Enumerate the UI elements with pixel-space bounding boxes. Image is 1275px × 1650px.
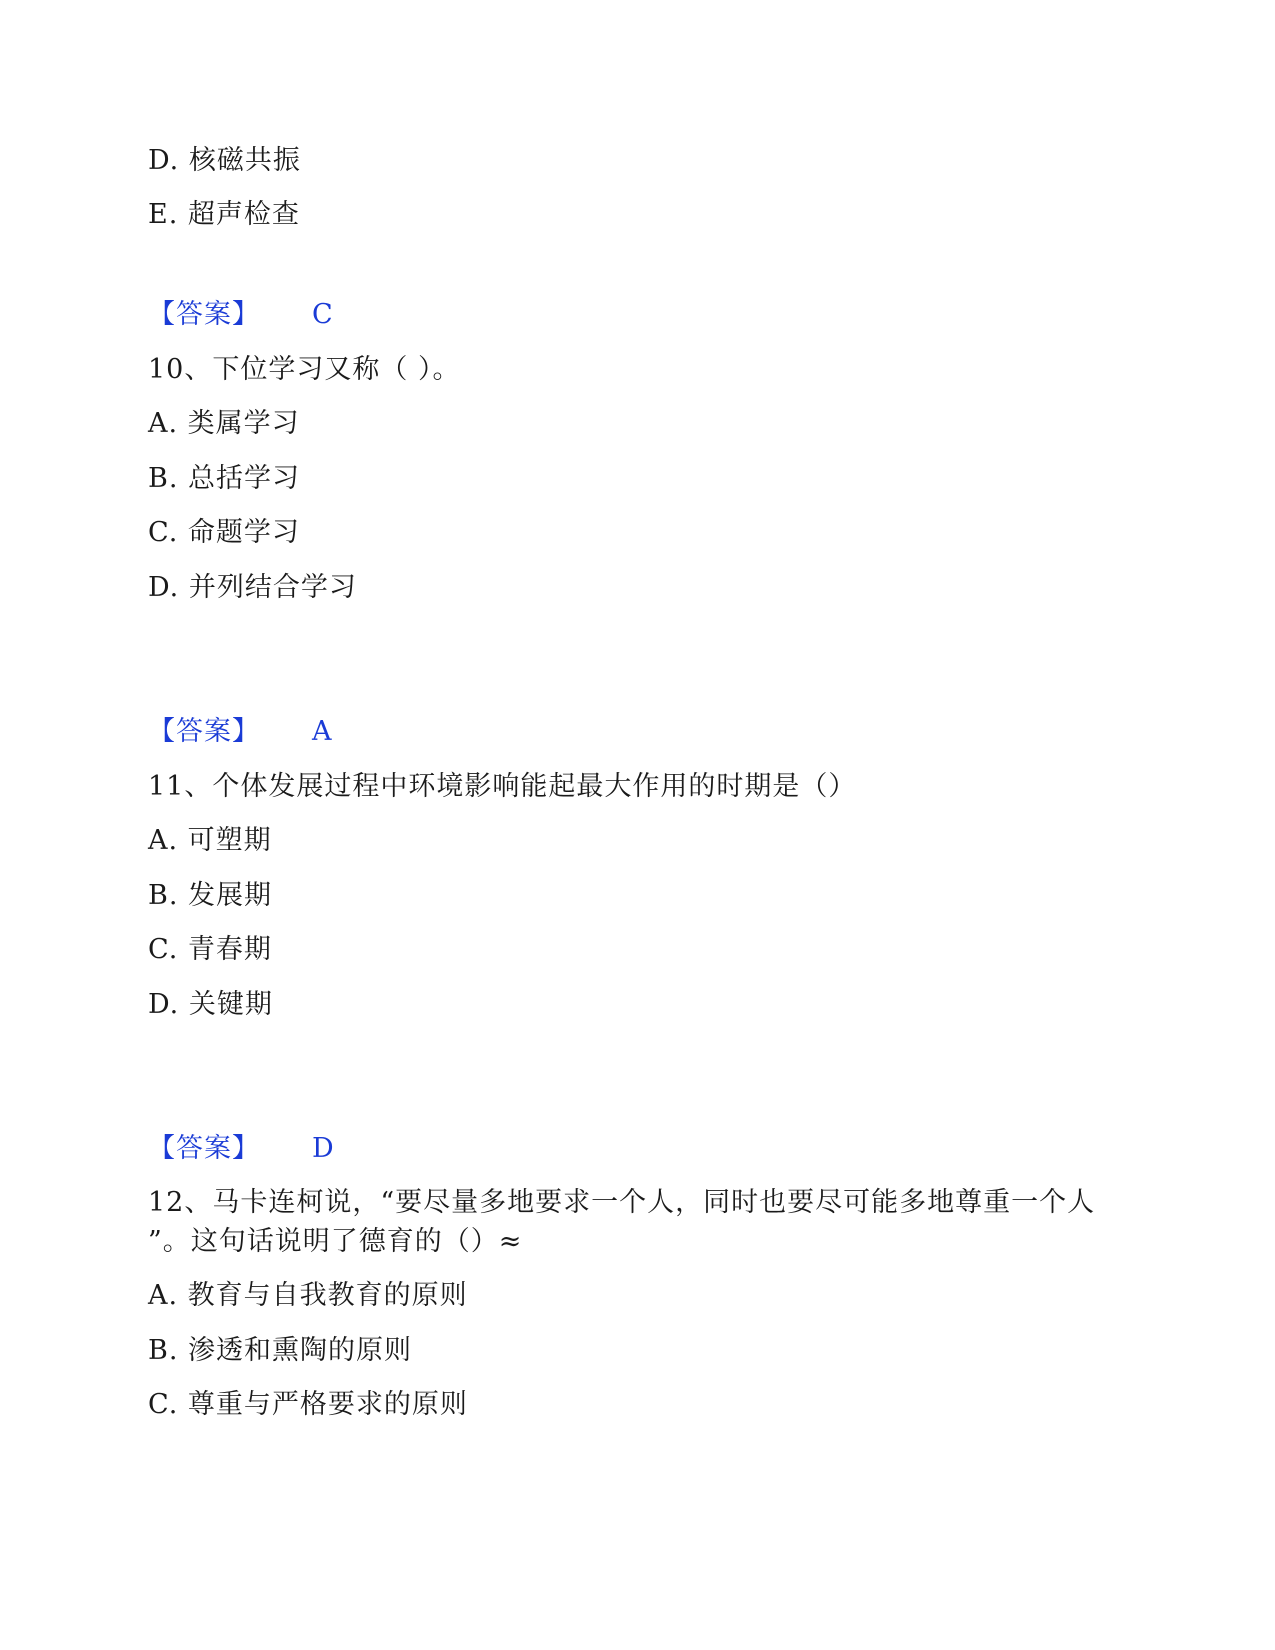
q11-option-a: A. 可塑期 xyxy=(148,825,272,856)
q10-answer xyxy=(148,712,333,752)
q11-answer xyxy=(148,1129,335,1169)
q11-option-b: B. 发展期 xyxy=(148,880,273,911)
q9-answer xyxy=(148,295,334,335)
q10-option-c: C. 命题学习 xyxy=(148,517,300,548)
q9-option-e: E. 超声检查 xyxy=(148,199,300,230)
q12-option-b: B. 渗透和熏陶的原则 xyxy=(148,1335,413,1366)
answer-label: 【答案】 xyxy=(148,716,260,747)
answer-value: D xyxy=(312,1133,335,1164)
q10-option-d: D. 并列结合学习 xyxy=(148,572,357,603)
q10-option-b: B. 总括学习 xyxy=(148,463,301,494)
q10-stem: 10、下位学习又称（ ）。 xyxy=(148,354,461,385)
answer-label: 【答案】 xyxy=(148,1133,260,1164)
answer-label: 【答案】 xyxy=(148,299,260,330)
q12-stem-line1: 12、马卡连柯说，“要尽量多地要求一个人，同时也要尽可能多地尊重一个人 xyxy=(148,1187,1096,1218)
answer-value: C xyxy=(312,299,334,330)
q11-stem: 11、个体发展过程中环境影响能起最大作用的时期是（） xyxy=(148,771,857,802)
q10-option-a: A. 类属学习 xyxy=(148,408,300,439)
answer-value: A xyxy=(312,716,333,747)
q12-stem-line2: ”。这句话说明了德育的（）≈ xyxy=(148,1226,523,1257)
q11-option-d: D. 关键期 xyxy=(148,989,273,1020)
q12-option-a: A. 教育与自我教育的原则 xyxy=(148,1280,468,1311)
q12-option-c: C. 尊重与严格要求的原则 xyxy=(148,1389,468,1420)
q11-option-c: C. 青春期 xyxy=(148,934,272,965)
q9-option-d: D. 核磁共振 xyxy=(148,145,301,176)
